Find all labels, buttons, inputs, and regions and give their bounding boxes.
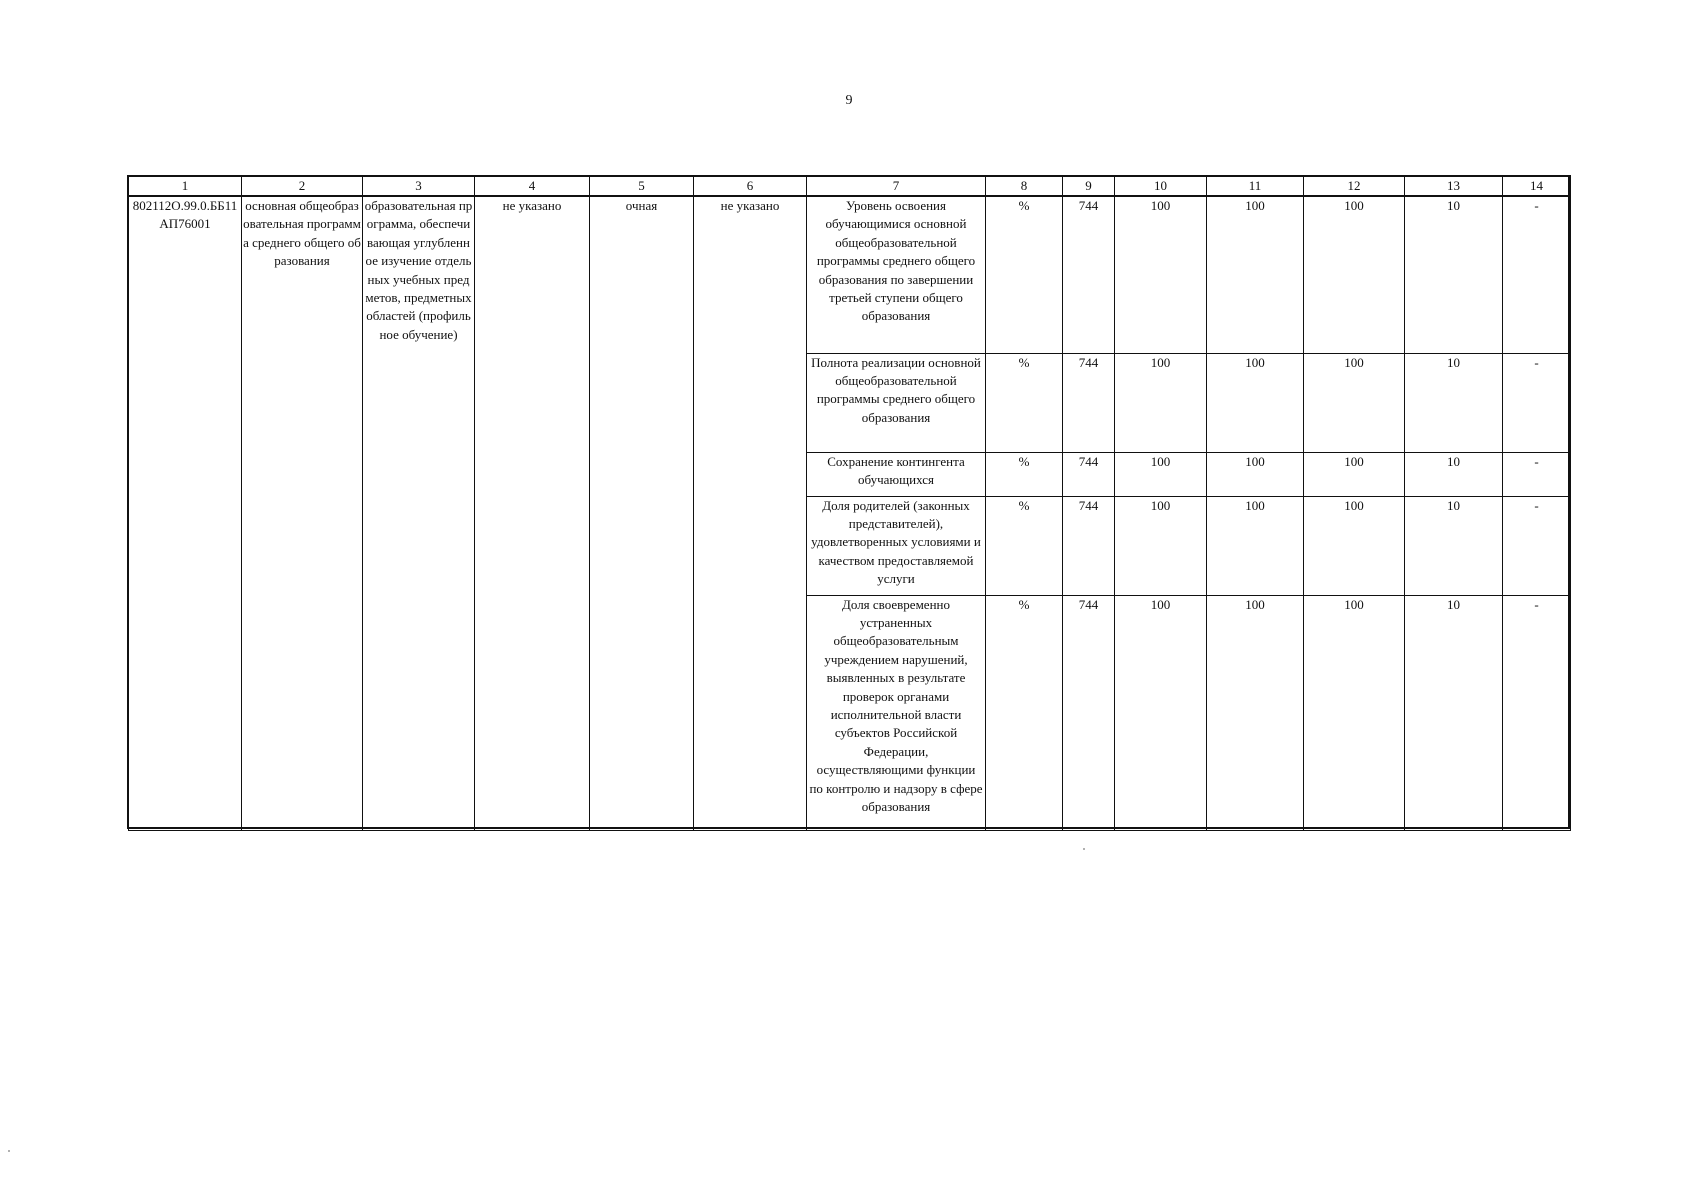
indicator-okei: 744	[1063, 452, 1115, 496]
indicator-value-11: 100	[1207, 353, 1304, 452]
column-number-3: 3	[363, 176, 475, 196]
program-kind: образовательная программа, обеспечивающая углубленное изучение отдельных учебных предметов, предметных областей (профильное обучение)	[363, 196, 475, 830]
indicator-name: Доля своевременно устраненных общеобразовательным учреждением нарушений, выявленных в результате проверок органами исполнительной власти субъектов Российской Федерации, осуществляющими функции по контролю и надзору в сфере образования	[807, 595, 986, 830]
table-row	[129, 196, 1571, 353]
column-number-4: 4	[475, 176, 590, 196]
indicator-value-14: -	[1503, 595, 1571, 830]
column-number-6: 6	[694, 176, 807, 196]
indicator-value-13: 10	[1405, 353, 1503, 452]
column-number-13: 13	[1405, 176, 1503, 196]
indicator-value-10: 100	[1115, 595, 1207, 830]
column-number-8: 8	[986, 176, 1063, 196]
content-col6: не указано	[694, 196, 807, 830]
indicator-unit: %	[986, 452, 1063, 496]
indicator-okei: 744	[1063, 496, 1115, 595]
indicator-unit: %	[986, 353, 1063, 452]
indicator-value-13: 10	[1405, 496, 1503, 595]
indicator-value-11: 100	[1207, 452, 1304, 496]
column-number-7: 7	[807, 176, 986, 196]
indicator-name: Доля родителей (законных представителей), удовлетворенных условиями и качеством предоставляемой услуги	[807, 496, 986, 595]
indicator-value-13: 10	[1405, 452, 1503, 496]
indicator-unit: %	[986, 595, 1063, 830]
indicator-value-10: 100	[1115, 452, 1207, 496]
education-form: очная	[590, 196, 694, 830]
column-number-11: 11	[1207, 176, 1304, 196]
indicator-value-12: 100	[1304, 452, 1405, 496]
column-number-10: 10	[1115, 176, 1207, 196]
column-number-5: 5	[590, 176, 694, 196]
indicator-okei: 744	[1063, 353, 1115, 452]
column-number-9: 9	[1063, 176, 1115, 196]
indicator-value-12: 100	[1304, 496, 1405, 595]
indicator-value-11: 100	[1207, 196, 1304, 353]
indicator-value-12: 100	[1304, 595, 1405, 830]
indicator-unit: %	[986, 496, 1063, 595]
indicator-value-14: -	[1503, 496, 1571, 595]
indicator-value-14: -	[1503, 353, 1571, 452]
service-quality-table	[128, 175, 1571, 831]
column-number-1: 1	[129, 176, 242, 196]
indicator-value-11: 100	[1207, 595, 1304, 830]
content-col4: не указано	[475, 196, 590, 830]
page-number: 9	[845, 93, 853, 108]
indicator-value-12: 100	[1304, 196, 1405, 353]
scan-speck	[1083, 848, 1085, 850]
indicator-value-13: 10	[1405, 196, 1503, 353]
indicator-okei: 744	[1063, 595, 1115, 830]
indicator-value-14: -	[1503, 196, 1571, 353]
indicator-name: Полнота реализации основной общеобразовательной программы среднего общего образования	[807, 353, 986, 452]
indicator-value-10: 100	[1115, 353, 1207, 452]
scan-speck	[8, 1150, 10, 1152]
registry-code: 802112О.99.0.ББ11АП76001	[129, 196, 242, 830]
column-number-14: 14	[1503, 176, 1571, 196]
indicator-value-11: 100	[1207, 496, 1304, 595]
indicator-value-14: -	[1503, 452, 1571, 496]
indicator-unit: %	[986, 196, 1063, 353]
column-number-2: 2	[242, 176, 363, 196]
indicator-value-12: 100	[1304, 353, 1405, 452]
indicator-value-13: 10	[1405, 595, 1503, 830]
indicator-name: Сохранение контингента обучающихся	[807, 452, 986, 496]
column-number-row	[129, 176, 1571, 196]
indicator-value-10: 100	[1115, 496, 1207, 595]
indicator-value-10: 100	[1115, 196, 1207, 353]
column-number-12: 12	[1304, 176, 1405, 196]
indicator-okei: 744	[1063, 196, 1115, 353]
program-name: основная общеобразовательная программа среднего общего образования	[242, 196, 363, 830]
indicator-name: Уровень освоения обучающимися основной общеобразовательной программы среднего общего образования по завершении третьей ступени общего образования	[807, 196, 986, 353]
